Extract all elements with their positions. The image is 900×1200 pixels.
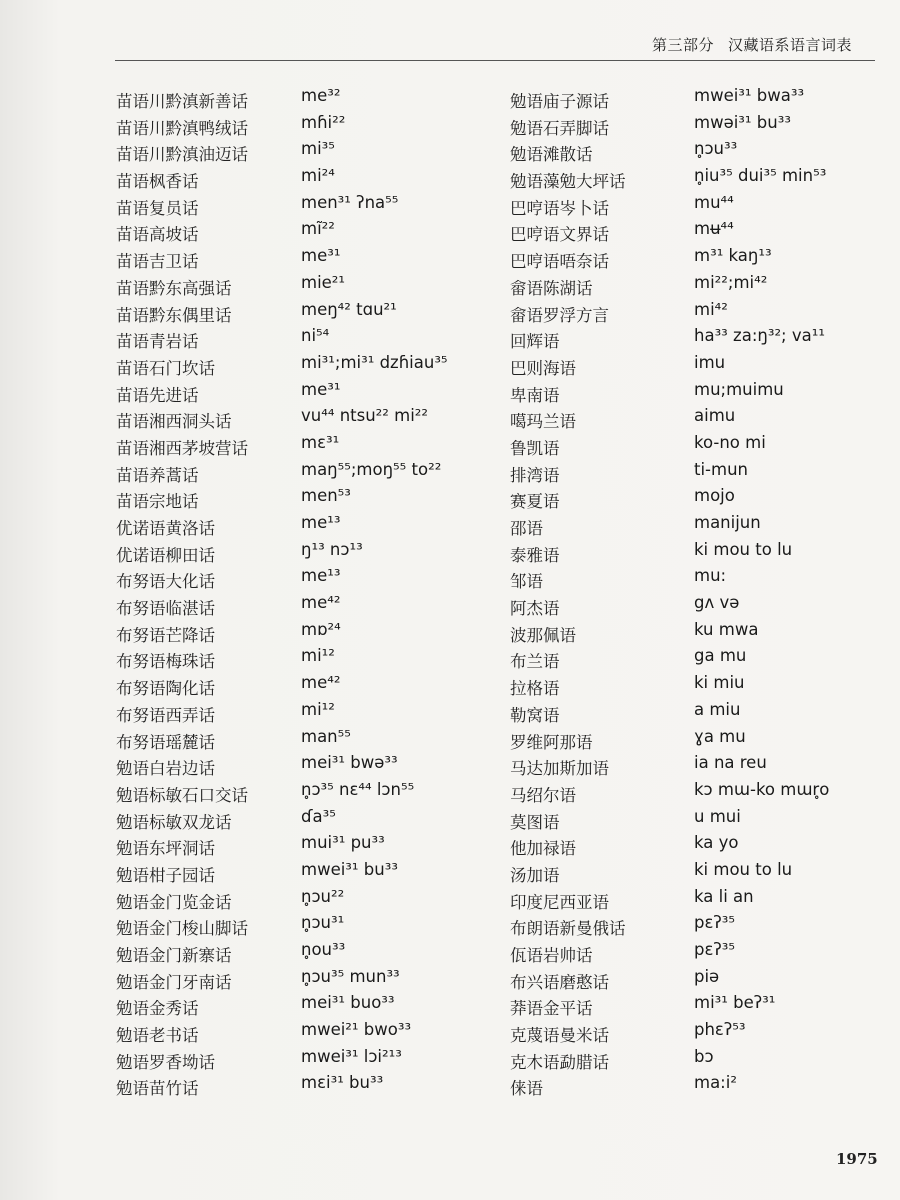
entry-row (510, 725, 890, 752)
language-name: 拉格语 (510, 679, 560, 699)
language-name: 勉语庙子源话 (510, 92, 609, 111)
entry-row (510, 564, 890, 591)
entry-row (510, 698, 890, 725)
right-column (510, 84, 890, 1098)
entry-row (116, 831, 496, 858)
entry-row (510, 938, 890, 965)
entry-row (510, 778, 890, 805)
language-name: 勉语柑子园话 (116, 865, 215, 885)
word-form: mei³¹ buo³³ (301, 993, 395, 1013)
word-form: mei³¹ bwə³³ (301, 753, 398, 773)
word-form: mi³¹;mi³¹ dzɦiau³⁵ (301, 352, 448, 372)
word-form: a miu (694, 699, 741, 719)
language-name: 勉语石弄脚话 (510, 118, 609, 138)
entry-row (510, 298, 890, 325)
word-form: men⁵³ (301, 486, 351, 506)
word-form: mu: (694, 566, 727, 586)
word-form: mu⁴⁴ (694, 192, 734, 212)
word-form: phɛʔ⁵³ (694, 1020, 746, 1040)
word-form: bɔ (694, 1046, 714, 1066)
language-name: 鲁凯语 (510, 438, 560, 458)
word-form: mĩ²² (301, 219, 335, 239)
word-form: me³¹ (301, 246, 341, 266)
word-form: me¹³ (301, 566, 341, 586)
word-form: ɗa³⁵ (301, 806, 336, 826)
word-form: n̥ɔu³¹ (301, 913, 345, 933)
language-name: 苗语湘西茅坡营话 (116, 438, 248, 458)
language-name: 畲语罗浮方言 (510, 305, 609, 325)
entry-row (116, 938, 496, 965)
word-form: me⁴² (301, 673, 341, 693)
entry-row (116, 244, 496, 271)
page-number: 1975 (836, 1150, 878, 1168)
language-name: 他加禄语 (510, 839, 576, 859)
word-form: me³¹ (301, 379, 341, 399)
word-form: mɦi²² (301, 112, 346, 132)
word-form: mwei³¹ bu³³ (301, 859, 398, 879)
word-form: ma:i² (694, 1073, 737, 1093)
word-form: mi³¹ beʔ³¹ (694, 993, 776, 1013)
word-form: ka li an (694, 886, 754, 906)
entry-row (510, 991, 890, 1018)
word-form: ni⁵⁴ (301, 326, 330, 346)
entry-row (510, 404, 890, 431)
word-form: mi⁴² (694, 299, 728, 319)
left-column (116, 84, 496, 1098)
language-name: 巴则海语 (510, 358, 576, 378)
word-form: mie²¹ (301, 272, 346, 292)
language-name: 阿杰语 (510, 599, 560, 619)
entry-row (510, 271, 890, 298)
entry-row (510, 378, 890, 405)
language-name: 畲语陈湖话 (510, 278, 593, 298)
entry-row (116, 671, 496, 698)
entry-row (510, 538, 890, 565)
entry-row (510, 84, 890, 111)
word-form: mɒ²⁴ (301, 619, 341, 639)
language-name: 排湾语 (510, 465, 560, 485)
entry-row (116, 805, 496, 832)
word-form: men³¹ ʔna⁵⁵ (301, 192, 399, 212)
language-name: 莽语金平话 (510, 999, 593, 1019)
word-form: vu⁴⁴ ntsu²² mi²² (301, 406, 429, 426)
language-name: 勉语苗竹话 (116, 1079, 199, 1099)
entry-row (116, 618, 496, 645)
language-name: 罗维阿那语 (510, 732, 593, 752)
language-name: 卑南语 (510, 385, 560, 405)
word-form: piə (694, 966, 720, 986)
language-name: 勉语金门览金话 (116, 892, 232, 912)
language-name: 泰雅语 (510, 545, 560, 565)
word-form: mojo (694, 486, 735, 506)
entry-row (116, 164, 496, 191)
language-name: 优诺语黄洛话 (116, 519, 215, 538)
entry-row (116, 111, 496, 138)
language-name: 布努语瑶麓话 (116, 732, 215, 752)
entry-row (116, 511, 496, 538)
entry-row (116, 324, 496, 351)
entry-row (116, 458, 496, 485)
word-form: imu (694, 352, 726, 372)
word-form: ga mu (694, 646, 747, 666)
entry-row (510, 137, 890, 164)
word-form: n̥ɔu³³ (694, 139, 738, 159)
word-form: n̥ɔu²² (301, 886, 345, 906)
entry-row (510, 111, 890, 138)
entry-row (116, 778, 496, 805)
entry-row (116, 84, 496, 111)
entry-row (116, 378, 496, 405)
entry-row (510, 911, 890, 938)
entry-row (116, 191, 496, 218)
word-form: mui³¹ pu³³ (301, 833, 385, 853)
language-name: 噶玛兰语 (510, 412, 576, 432)
entry-row (510, 1071, 890, 1098)
word-form: mʉ⁴⁴ (694, 219, 734, 239)
language-name: 苗语吉卫话 (116, 252, 199, 272)
word-form: u mui (694, 806, 741, 826)
entry-row (116, 885, 496, 912)
word-form: mi¹² (301, 699, 335, 719)
entry-row (510, 217, 890, 244)
word-form: n̥ou³³ (301, 940, 346, 959)
entry-row (116, 564, 496, 591)
language-name: 巴哼语文界话 (510, 225, 609, 245)
language-name: 马达加斯加语 (510, 759, 609, 779)
language-name: 布努语大化话 (116, 572, 215, 592)
entry-row (510, 324, 890, 351)
entry-row (510, 511, 890, 538)
word-form: ki mou to lu (694, 539, 793, 559)
language-name: 邵语 (510, 519, 543, 538)
entry-row (116, 431, 496, 458)
language-name: 勉语金门牙南话 (116, 972, 232, 992)
entry-row (116, 1071, 496, 1098)
language-name: 布朗语新曼俄话 (510, 919, 626, 939)
language-name: 勉语标敏石口交话 (116, 785, 248, 805)
word-form: ka yo (694, 833, 739, 853)
entry-row (116, 271, 496, 298)
language-name: 布努语梅珠话 (116, 652, 215, 672)
word-form: mɛi³¹ bu³³ (301, 1073, 384, 1093)
language-name: 马绍尔语 (510, 785, 576, 805)
entry-row (116, 351, 496, 378)
word-form: gʌ və (694, 593, 740, 613)
word-form: ki miu (694, 673, 745, 693)
language-name: 布兰语 (510, 652, 560, 672)
word-form: ha³³ za:ŋ³²; va¹¹ (694, 326, 825, 346)
entry-row (510, 805, 890, 832)
language-name: 勉语藻勉大坪话 (510, 172, 626, 192)
language-name: 勉语东坪洞话 (116, 839, 215, 859)
language-name: 苗语川黔滇油迈话 (116, 145, 248, 165)
entry-row (510, 858, 890, 885)
language-name: 勒窝语 (510, 705, 560, 725)
language-name: 勉语老书话 (116, 1026, 199, 1046)
entry-row (510, 431, 890, 458)
word-form: me¹³ (301, 513, 341, 532)
language-name: 苗语黔东高强话 (116, 278, 232, 298)
entry-row (116, 484, 496, 511)
language-name: 克蔑语曼米话 (510, 1026, 609, 1046)
word-form: mwei³¹ bwa³³ (694, 86, 805, 105)
language-name: 邹语 (510, 572, 543, 592)
word-form: mɛ³¹ (301, 432, 340, 452)
language-name: 回辉语 (510, 332, 560, 352)
word-form: kɔ mɯ-ko mɯr̥o (694, 779, 830, 799)
entry-row (510, 591, 890, 618)
language-name: 汤加语 (510, 865, 560, 885)
word-form: pɛʔ³⁵ (694, 940, 736, 959)
language-name: 苗语复员话 (116, 198, 199, 218)
language-name: 布努语临湛话 (116, 599, 215, 619)
language-name: 佤语岩帅话 (510, 946, 593, 965)
word-form: ŋ¹³ nɔ¹³ (301, 539, 363, 559)
word-form: n̥ɔ³⁵ nɛ⁴⁴ lɔn⁵⁵ (301, 779, 415, 799)
language-name: 莫图语 (510, 812, 560, 832)
word-form: mwei³¹ lɔi²¹³ (301, 1046, 402, 1066)
language-name: 布努语西弄话 (116, 705, 215, 725)
word-form: n̥ɔu³⁵ mun³³ (301, 966, 400, 986)
language-name: 勉语金秀话 (116, 999, 199, 1019)
entry-row (116, 858, 496, 885)
word-form: man⁵⁵ (301, 726, 351, 746)
language-name: 苗语养蒿话 (116, 465, 199, 485)
entry-row (116, 1018, 496, 1045)
language-name: 布努语陶化话 (116, 679, 215, 699)
entry-row (116, 591, 496, 618)
word-form: manijun (694, 513, 761, 532)
language-name: 勉语滩散话 (510, 145, 593, 165)
entry-row (116, 644, 496, 671)
entry-row (510, 458, 890, 485)
word-form: mi²²;mi⁴² (694, 272, 768, 292)
entry-row (116, 298, 496, 325)
language-name: 勉语标敏双龙话 (116, 812, 232, 832)
language-name: 苗语青岩话 (116, 332, 199, 352)
entry-row (510, 751, 890, 778)
entry-row (510, 1018, 890, 1045)
word-form: mwei²¹ bwo³³ (301, 1020, 412, 1040)
entry-row (116, 217, 496, 244)
language-name: 克木语勐腊话 (510, 1052, 609, 1072)
entry-row (116, 911, 496, 938)
word-form: ia na reu (694, 753, 767, 773)
language-name: 俫语 (510, 1079, 543, 1099)
word-form: ko-no mi (694, 432, 766, 452)
language-name: 苗语枫香话 (116, 172, 199, 192)
word-form: mi³⁵ (301, 139, 335, 159)
word-form: mi¹² (301, 646, 335, 666)
word-form: ku mwa (694, 619, 759, 639)
entry-row (116, 538, 496, 565)
language-name: 苗语黔东偶里话 (116, 305, 232, 325)
entry-row (510, 244, 890, 271)
running-header (652, 34, 852, 55)
entry-row (510, 484, 890, 511)
language-name: 苗语川黔滇鸭绒话 (116, 118, 248, 138)
language-name: 赛夏语 (510, 492, 560, 512)
header-part: 第三部分 (652, 36, 715, 54)
entry-row (510, 885, 890, 912)
entry-row (116, 991, 496, 1018)
entry-row (116, 725, 496, 752)
language-name: 勉语金门梭山脚话 (116, 919, 248, 939)
word-form: me³² (301, 86, 341, 105)
word-form: ki mou to lu (694, 859, 793, 879)
word-form: n̥iu³⁵ dui³⁵ min⁵³ (694, 166, 827, 186)
word-form: mu;muimu (694, 379, 784, 399)
entry-row (116, 751, 496, 778)
entry-row (116, 1045, 496, 1072)
entry-row (116, 137, 496, 164)
word-form: maŋ⁵⁵;moŋ⁵⁵ to²² (301, 459, 442, 479)
language-name: 勉语金门新寨话 (116, 946, 232, 965)
entry-row (510, 671, 890, 698)
entry-row (510, 1045, 890, 1072)
language-name: 苗语湘西洞头话 (116, 412, 232, 432)
language-name: 布兴语磨憨话 (510, 972, 609, 992)
entry-row (510, 191, 890, 218)
word-form: aimu (694, 406, 736, 426)
language-name: 苗语高坡话 (116, 225, 199, 245)
header-rule (115, 60, 875, 61)
word-form: ti-mun (694, 459, 748, 479)
language-name: 苗语先进话 (116, 385, 199, 405)
entry-row (116, 404, 496, 431)
language-name: 波那佩语 (510, 625, 576, 645)
language-name: 优诺语柳田话 (116, 545, 215, 565)
entry-row (116, 698, 496, 725)
word-form: meŋ⁴² tɑu²¹ (301, 299, 397, 319)
entry-row (116, 965, 496, 992)
language-name: 布努语芒降话 (116, 625, 215, 645)
entry-row (510, 965, 890, 992)
header-title: 汉藏语系语言词表 (728, 36, 853, 54)
language-name: 勉语白岩边话 (116, 759, 215, 779)
language-name: 印度尼西亚语 (510, 892, 609, 912)
entry-row (510, 164, 890, 191)
entry-row (510, 618, 890, 645)
entry-row (510, 831, 890, 858)
word-form: mwəi³¹ bu³³ (694, 112, 791, 132)
language-name: 苗语宗地话 (116, 492, 199, 512)
entry-row (510, 644, 890, 671)
word-form: m³¹ kaŋ¹³ (694, 246, 772, 266)
word-form: me⁴² (301, 593, 341, 613)
language-name: 苗语川黔滇新善话 (116, 92, 248, 111)
word-form: pɛʔ³⁵ (694, 913, 736, 933)
language-name: 巴哼语岑卜话 (510, 198, 609, 218)
entry-row (510, 351, 890, 378)
language-name: 巴哼语唔奈话 (510, 252, 609, 272)
word-form: ɣa mu (694, 726, 746, 746)
language-name: 苗语石门坎话 (116, 358, 215, 378)
language-name: 勉语罗香坳话 (116, 1052, 215, 1072)
word-form: mi²⁴ (301, 166, 335, 186)
